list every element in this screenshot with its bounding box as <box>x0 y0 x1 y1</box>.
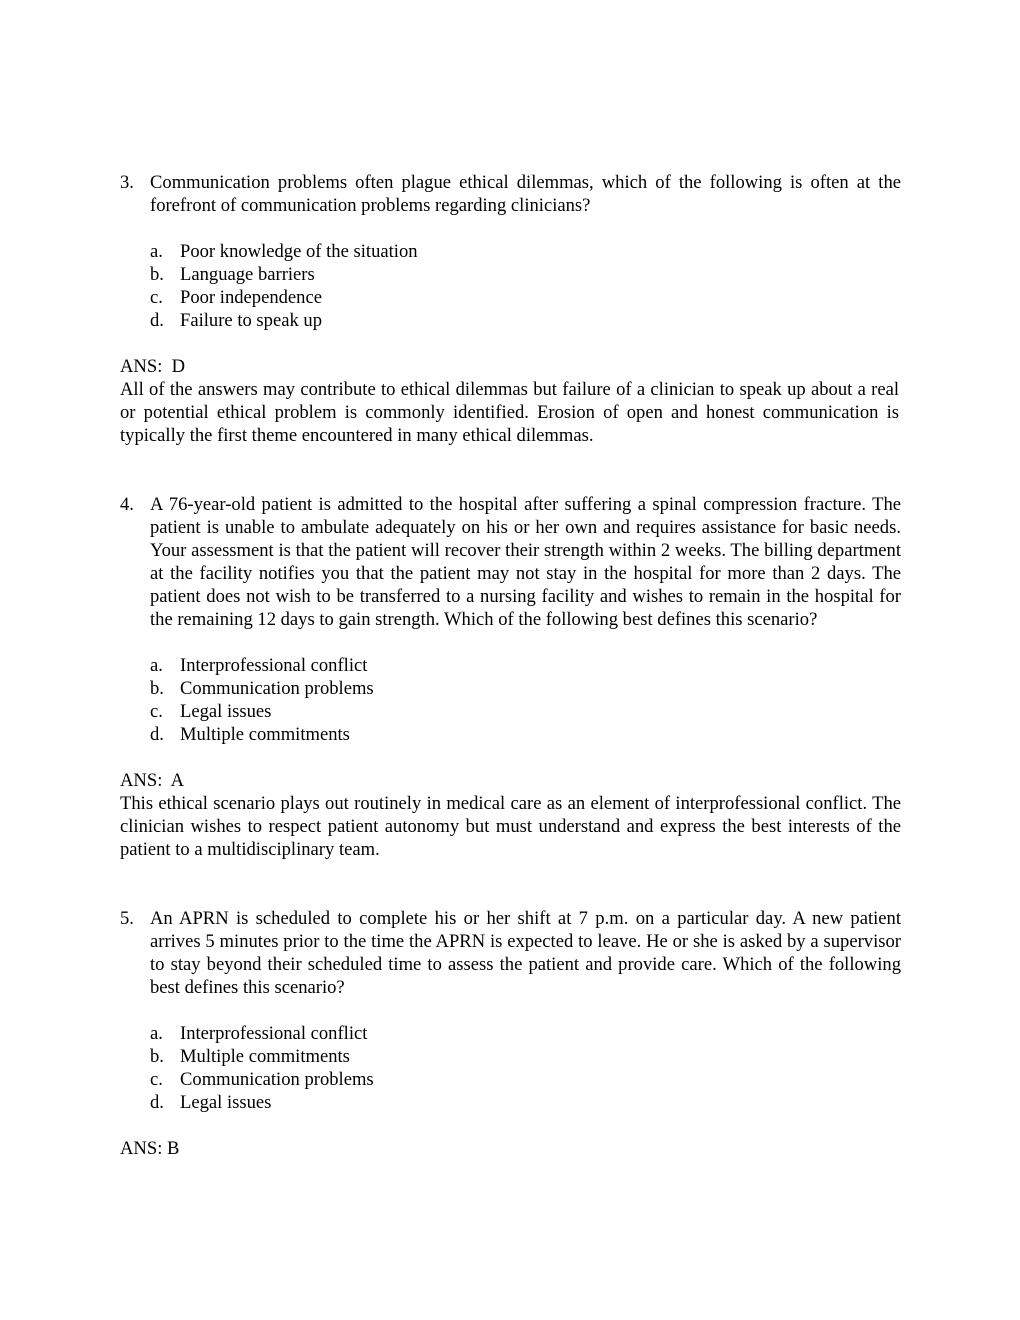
answer-options <box>120 1022 901 1114</box>
option-letter: c. <box>150 1069 163 1090</box>
question-5 <box>120 907 901 1160</box>
option-d <box>150 1091 901 1114</box>
option-b <box>150 1045 901 1068</box>
question-number: 5. <box>120 908 134 929</box>
option-d <box>150 723 901 746</box>
option-c <box>150 1068 901 1091</box>
option-letter: a. <box>150 1023 163 1044</box>
option-a <box>150 654 901 677</box>
option-letter: d. <box>150 1092 164 1113</box>
option-c <box>150 286 901 309</box>
option-text: Communication problems <box>180 1069 374 1090</box>
option-text: Failure to speak up <box>180 310 323 331</box>
answer-label: ANS: B <box>120 1138 180 1159</box>
question-stem <box>120 907 901 999</box>
answer-rationale: All of the answers may contribute to ethical dilemmas but failure of a clinician to speak up about a real or potential ethical problem is commonly identified. Erosion of open and honest communication is typically the first theme encountered in many ethical dilemmas. <box>120 379 899 446</box>
answer-key <box>120 355 901 378</box>
question-number: 4. <box>120 494 134 515</box>
question-4 <box>120 493 901 861</box>
answer-key <box>120 769 901 792</box>
question-stem <box>120 171 901 217</box>
answer-key <box>120 1137 901 1160</box>
option-text: Poor independence <box>180 287 322 308</box>
answer-label: ANS: A <box>120 770 185 791</box>
option-letter: d. <box>150 724 164 745</box>
question-text: A 76-year-old patient is admitted to the hospital after suffering a spinal compression fracture. The patient is unable to ambulate adequately on his or her own and requires assistance for basic needs. Your assessment is that the patient will recover their strength within 2 weeks. The billing department at the facility notifies you that the patient may not stay in the hospital for more than 2 days. The patient does not wish to be transferred to a nursing facility and wishes to remain in the hospital for the remaining 12 days to gain strength. Which of the following best defines this scenario? <box>150 494 901 630</box>
option-text: Legal issues <box>180 1092 272 1113</box>
question-text: An APRN is scheduled to complete his or her shift at 7 p.m. on a particular day. A new patient arrives 5 minutes prior to the time the APRN is expected to leave. He or she is asked by a supervisor to stay beyond their scheduled time to assess the patient and provide care. Which of the following best defines this scenario? <box>150 908 901 998</box>
spacer <box>120 447 901 493</box>
spacer <box>120 861 901 907</box>
option-letter: c. <box>150 287 163 308</box>
question-number: 3. <box>120 172 134 193</box>
question-3 <box>120 171 901 447</box>
document-page <box>120 171 901 1160</box>
option-letter: a. <box>150 655 163 676</box>
option-letter: c. <box>150 701 163 722</box>
option-b <box>150 263 901 286</box>
option-text: Interprofessional conflict <box>180 655 368 676</box>
option-b <box>150 677 901 700</box>
option-text: Interprofessional conflict <box>180 1023 368 1044</box>
question-stem <box>120 493 901 631</box>
option-letter: a. <box>150 241 163 262</box>
option-text: Legal issues <box>180 701 272 722</box>
option-text: Multiple commitments <box>180 724 350 745</box>
option-letter: d. <box>150 310 164 331</box>
option-letter: b. <box>150 1046 164 1067</box>
option-a <box>150 1022 901 1045</box>
answer-label: ANS: D <box>120 356 186 377</box>
option-c <box>150 700 901 723</box>
option-a <box>150 240 901 263</box>
answer-options <box>120 240 901 332</box>
option-d <box>150 309 901 332</box>
option-letter: b. <box>150 264 164 285</box>
question-text: Communication problems often plague ethical dilemmas, which of the following is often at the forefront of communication problems regarding clinicians? <box>150 172 901 216</box>
answer-rationale: This ethical scenario plays out routinely in medical care as an element of interprofessional conflict. The clinician wishes to respect patient autonomy but must understand and express the best interests of the patient to a multidisciplinary team. <box>120 793 901 860</box>
answer-options <box>120 654 901 746</box>
option-text: Communication problems <box>180 678 374 699</box>
option-text: Language barriers <box>180 264 315 285</box>
option-text: Multiple commitments <box>180 1046 350 1067</box>
option-letter: b. <box>150 678 164 699</box>
option-text: Poor knowledge of the situation <box>180 241 418 262</box>
